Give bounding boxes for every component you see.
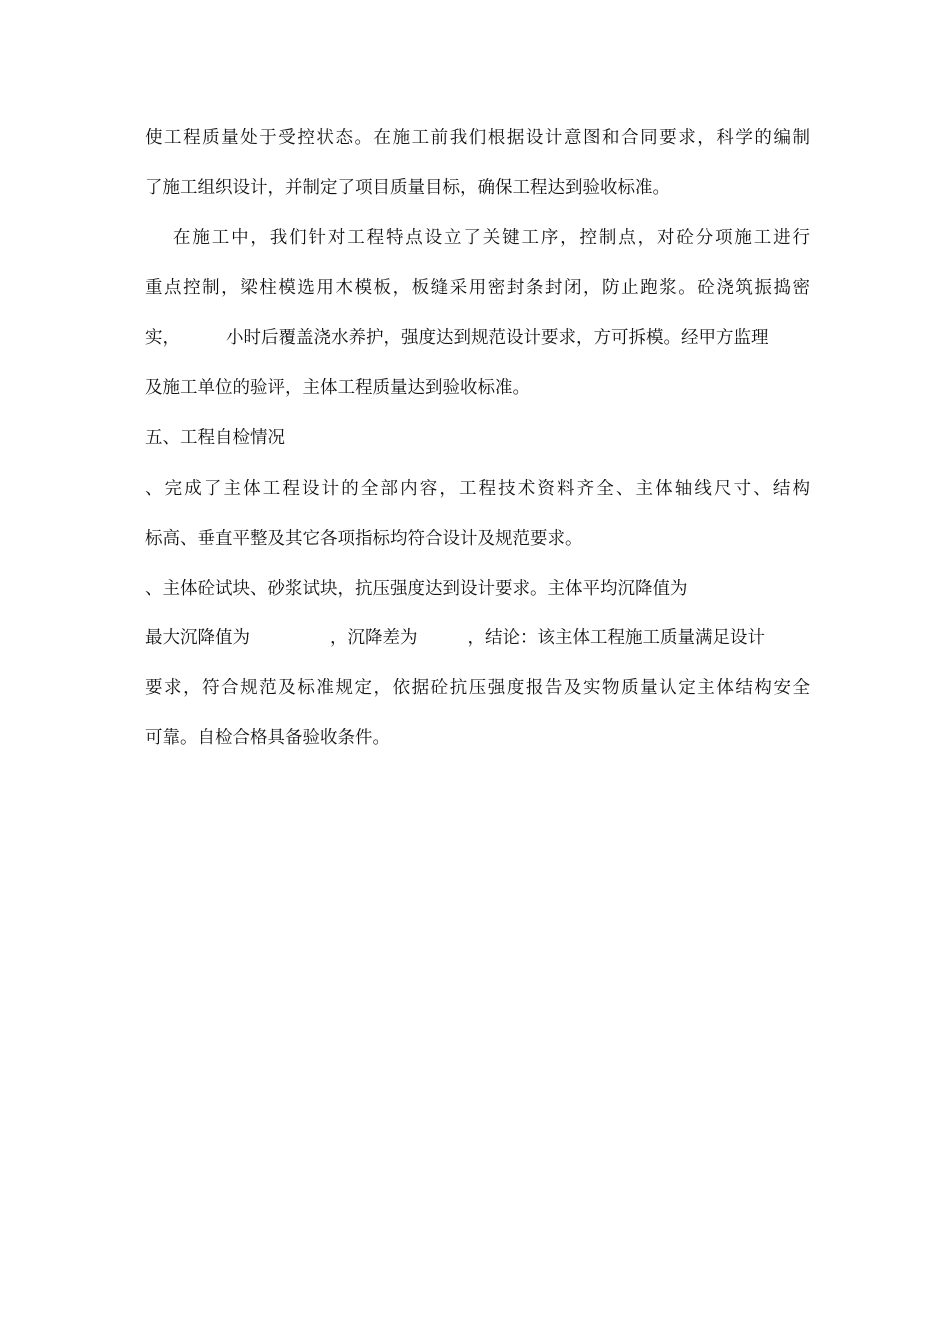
item-2-line-2-settlement-diff: ，沉降差为	[330, 628, 418, 648]
paragraph-2-line-3-end: 小时后覆盖浇水养护，强度达到规范设计要求，方可拆模。经甲方监理	[226, 328, 769, 348]
paragraph-1-line-1: 使工程质量处于受控状态。在施工前我们根据设计意图和合同要求，科学的编制	[145, 128, 810, 148]
paragraph-1-line-2: 了施工组织设计，并制定了项目质量目标，确保工程达到验收标准。	[145, 178, 670, 198]
item-1-line-1: 、完成了主体工程设计的全部内容，工程技术资料齐全、主体轴线尺寸、结构	[145, 479, 810, 499]
section-heading: 五、工程自检情况	[145, 428, 285, 448]
item-2-line-1: 、主体砼试块、砂浆试块，抗压强度达到设计要求。主体平均沉降值为	[145, 579, 688, 599]
item-2-line-4: 可靠。自检合格具备验收条件。	[145, 728, 390, 748]
item-2-line-2-max-settlement: 最大沉降值为	[145, 628, 250, 648]
item-2-line-3: 要求，符合规范及标准规定，依据砼抗压强度报告及实物质量认定主体结构安全	[145, 678, 810, 698]
item-1-line-2: 标高、垂直平整及其它各项指标均符合设计及规范要求。	[145, 529, 583, 549]
paragraph-2-line-1: 在施工中，我们针对工程特点设立了关键工序，控制点，对砼分项施工进行	[173, 228, 810, 248]
item-2-line-2	[145, 626, 810, 650]
paragraph-2-line-3	[145, 326, 810, 350]
paragraph-2-line-2: 重点控制，梁柱模选用木模板，板缝采用密封条封闭，防止跑浆。砼浇筑振捣密	[145, 278, 810, 298]
paragraph-2-line-4: 及施工单位的验评，主体工程质量达到验收标准。	[145, 378, 530, 398]
paragraph-2-line-3-start: 实，	[145, 328, 180, 348]
item-2-line-2-conclusion: ，结论：该主体工程施工质量满足设计	[467, 628, 765, 648]
